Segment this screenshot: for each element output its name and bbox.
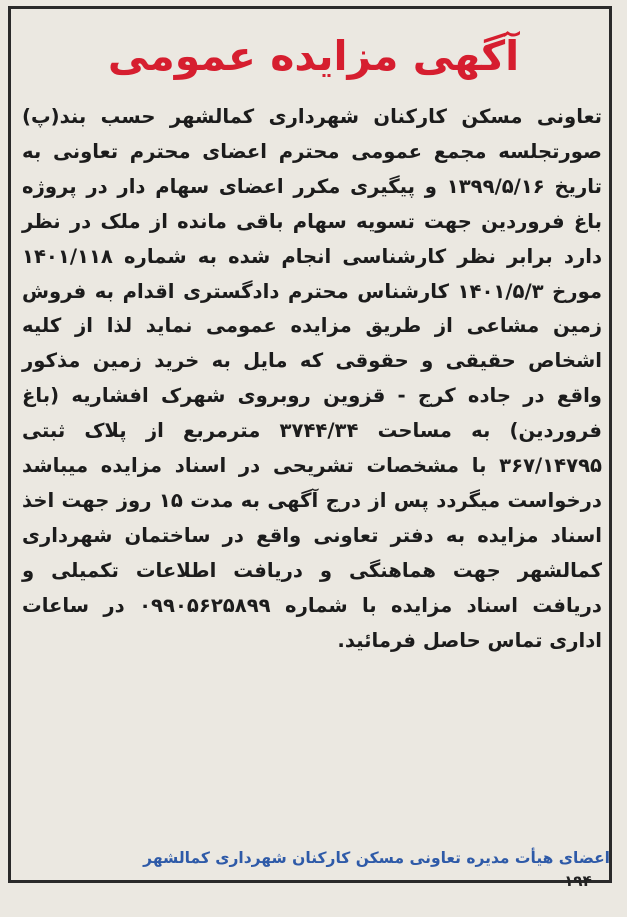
notice-title: آگهی مزایده عمومی (107, 32, 520, 80)
page-number: ۱۹۴ (564, 872, 592, 890)
notice-body: تعاونی مسکن کارکنان شهرداری کمالشهر حسب بند(پ) صورتجلسه مجمع عمومی محترم اعضای محترم تعاونی به تاریخ ۱۳۹۹/۵/۱۶ و پیگیری مکرر اعضای سهام دار در پروژه باغ فروردین جهت تسویه سهام باقی مانده از ملک در نظر دارد برابر نظر کارشناسی انجام شده به شماره ۱۴۰۱/۱۱۸ مورخ ۱۴۰۱/۵/۳ کارشناس محترم دادگستری اقدام به فروش زمین مشاعی از طریق مزایده عمومی نماید لذا از کلیه اشخاص حقیقی و حقوقی که مایل به خرید زمین مذکور واقع در جاده کرج - قزوین روبروی شهرک افشاریه (باغ فروردین) به مساحت ۳۷۴۴/۳۴ مترمربع از پلاک ثبتی ۳۶۷/۱۴۷۹۵ با مشخصات تشریحی در اسناد مزایده میباشد درخواست میگردد پس از درج آگهی به مدت ۱۵ روز جهت اخذ اسناد مزایده به دفتر تعاونی واقع در ساختمان شهرداری کمالشهر جهت هماهنگی و دریافت اطلاعات تکمیلی و دریافت اسناد مزایده با شماره ۰۹۹۰۵۶۲۵۸۹۹ در ساعات اداری تماس حاصل فرمائید. (22, 105, 602, 652)
notice-signature: اعضای هیأت مدیره تعاونی مسکن کارکنان شهرداری کمالشهر (143, 849, 610, 867)
